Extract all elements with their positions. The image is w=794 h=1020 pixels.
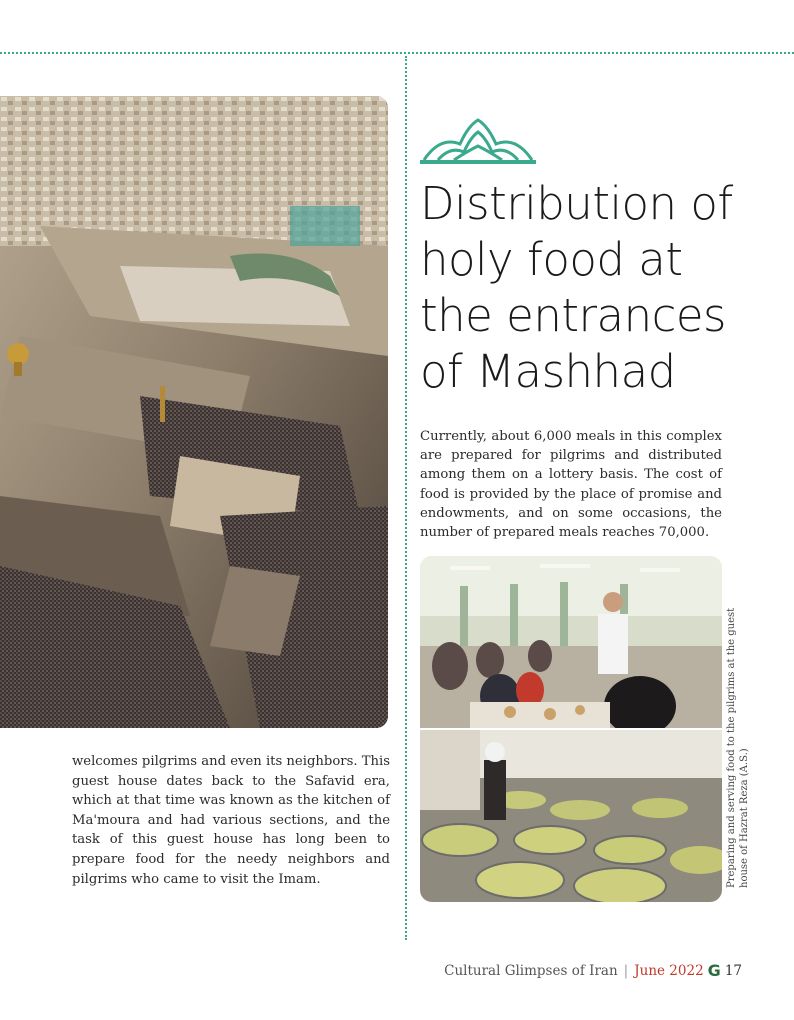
cooking-pots-photo bbox=[420, 730, 722, 902]
column-dotted-divider bbox=[405, 56, 407, 940]
ornament-icon bbox=[420, 116, 536, 164]
intro-paragraph: Currently, about 6,000 meals in this complex are prepared for pilgrims and distributed among them on a lottery basis. The cost of food is provided by the place of promise and endowments, and on some occasions, the number of prepared meals reaches 70,000. bbox=[420, 429, 722, 541]
photo-caption: Preparing and serving food to the pilgrims at the guest house of Hazrat Reza (A.S.) bbox=[726, 607, 750, 888]
magazine-logo-icon: G bbox=[707, 961, 721, 980]
issue-date: June 2022 bbox=[634, 962, 704, 979]
footer-separator: | bbox=[623, 962, 629, 979]
page-footer bbox=[444, 961, 742, 980]
body-continuation-paragraph: welcomes pilgrims and even its neighbors. This guest house dates back to the Safavid era, which at that time was known as the kitchen of Ma'moura and had various sections, and the task of this guest house has long been to prepare food for the needy neighbors and pilgrims who came to visit the Imam. bbox=[72, 754, 390, 887]
aerial-shrine-photo bbox=[0, 96, 388, 728]
dining-hall-photo bbox=[420, 556, 722, 728]
top-dotted-rule bbox=[0, 52, 794, 54]
page-number: 17 bbox=[724, 962, 742, 979]
article-title: Distribution of holy food at the entrances of Mashhad bbox=[420, 177, 733, 398]
magazine-name: Cultural Glimpses of Iran bbox=[444, 962, 618, 979]
